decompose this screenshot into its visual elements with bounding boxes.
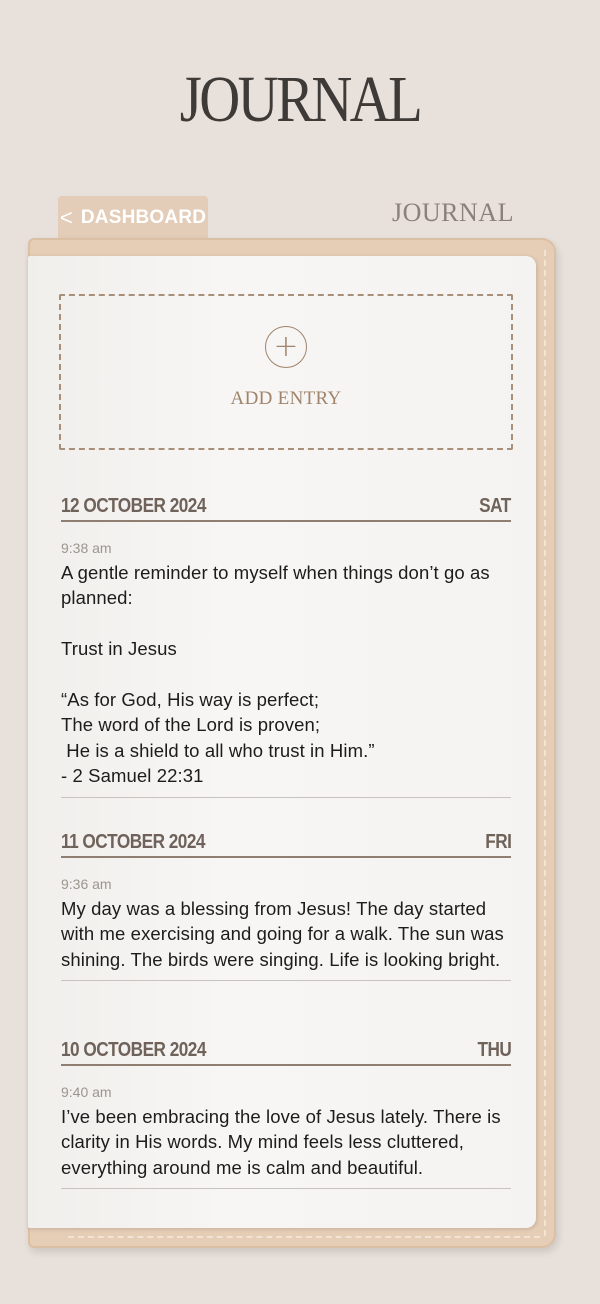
entry-text: I’ve been embracing the love of Jesus lately. There is clarity in His words. My mind feels less cluttered, everything around me is calm and beautiful. — [61, 1106, 506, 1178]
entry-header — [61, 830, 511, 858]
entry-day: SAT — [479, 495, 511, 517]
entry-time: 9:36 am — [61, 876, 112, 892]
cover-stitching-bottom — [68, 1236, 540, 1238]
entry-header — [61, 1038, 511, 1066]
entry-divider — [61, 797, 511, 798]
entry-divider — [61, 980, 511, 981]
cover-stitching — [544, 250, 546, 1236]
entry-day: THU — [477, 1039, 511, 1061]
plus-circle-icon: + — [265, 326, 307, 368]
entry-day: FRI — [484, 831, 511, 853]
back-button-label: DASHBOARD — [80, 207, 207, 228]
dashboard-back-button[interactable] — [58, 196, 208, 240]
chevron-left-icon: < — [59, 205, 73, 230]
add-entry-button[interactable] — [59, 294, 513, 450]
journal-entry[interactable] — [61, 494, 511, 798]
entry-date: 11 OCTOBER 2024 — [61, 831, 205, 853]
entry-divider — [61, 1188, 511, 1189]
add-entry-label: ADD ENTRY — [230, 388, 342, 409]
entry-date: 10 OCTOBER 2024 — [61, 1039, 206, 1061]
entry-text: My day was a blessing from Jesus! The day started with me exercising and going for a walk. The sun was shining. The birds were singing. Life is looking bright. — [61, 898, 510, 970]
entry-text: A gentle reminder to myself when things don’t go as planned: Trust in Jesus “As for God, His way is perfect; The word of the Lord is proven; He is a shield to all who trust in Him.” - 2 Samuel 22:31 — [61, 562, 490, 787]
journal-entry[interactable] — [61, 830, 511, 981]
entry-time: 9:40 am — [61, 1084, 112, 1100]
page-label: JOURNAL — [392, 198, 514, 227]
entry-date: 12 OCTOBER 2024 — [61, 495, 206, 517]
entry-time: 9:38 am — [61, 540, 112, 556]
journal-entry[interactable] — [61, 1038, 511, 1189]
entry-header — [61, 494, 511, 522]
app-title: JOURNAL — [179, 63, 421, 136]
